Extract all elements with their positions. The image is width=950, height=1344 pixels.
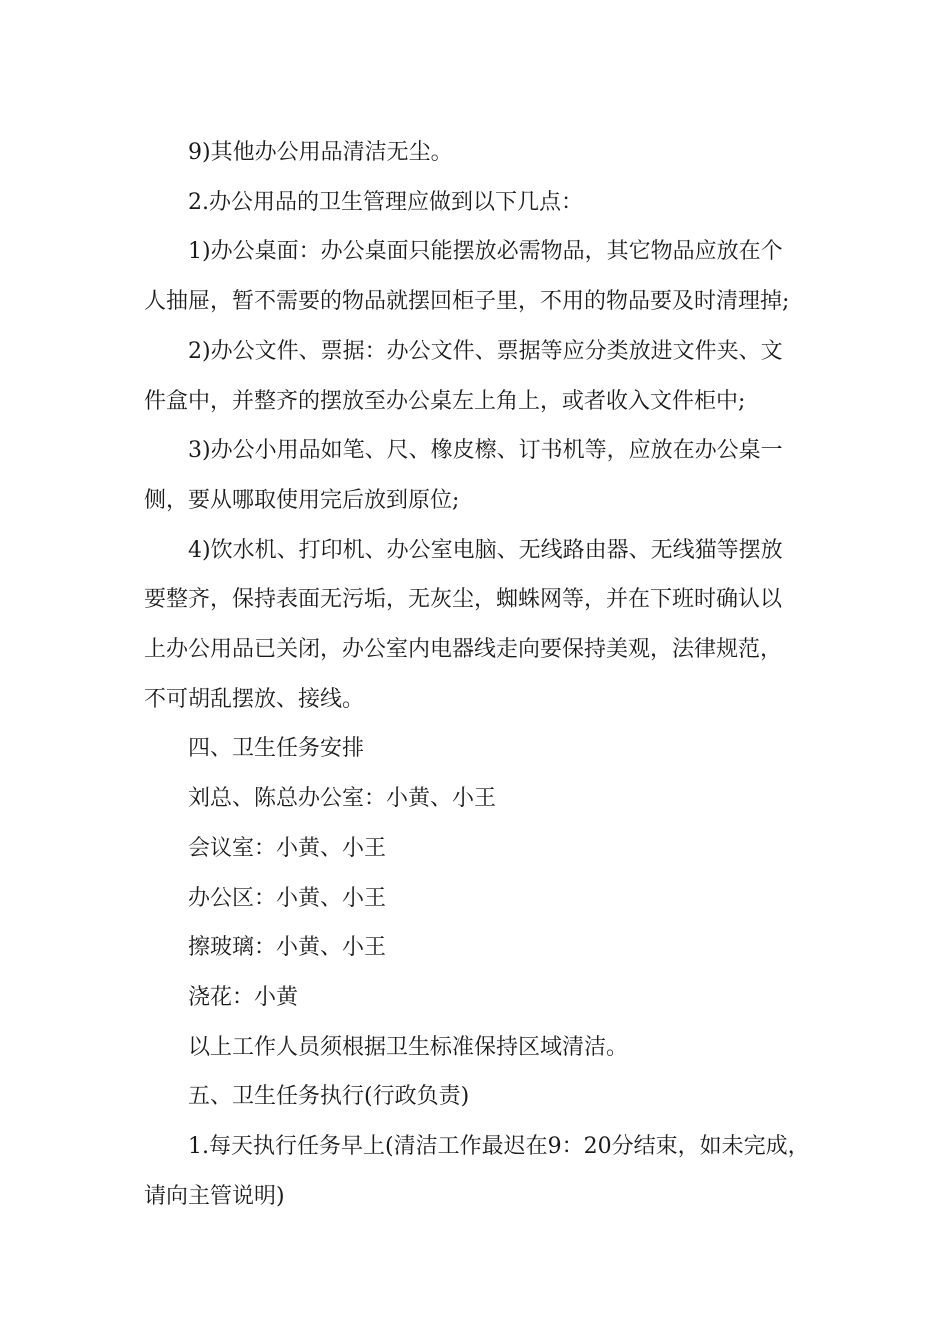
item-2-files-line1: 2)办公文件、票据：办公文件、票据等应分类放进文件夹、文 <box>188 338 783 364</box>
item-3-small-supplies-line1: 3)办公小用品如笔、尺、橡皮檫、订书机等，应放在办公桌一 <box>188 438 783 464</box>
assignment-office-area: 办公区：小黄、小王 <box>188 885 387 911</box>
execution-item-1-line2: 请向主管说明) <box>144 1183 285 1209</box>
assignment-windows: 擦玻璃：小黄、小王 <box>188 935 387 961</box>
assignment-watering-plants: 浇花：小黄 <box>188 984 299 1010</box>
item-9-other-supplies: 9)其他办公用品清洁无尘。 <box>188 140 453 165</box>
section-2-heading: 2.办公用品的卫生管理应做到以下几点： <box>188 189 583 215</box>
section-five-heading: 五、卫生任务执行(行政负责) <box>188 1084 470 1110</box>
item-4-equipment-line4: 不可胡乱摆放、接线。 <box>144 686 365 712</box>
document-body <box>144 128 814 1221</box>
item-2-files-line2: 件盒中，并整齐的摆放至办公桌左上角上，或者收入文件柜中; <box>144 388 746 414</box>
item-4-equipment-line1: 4)饮水机、打印机、办公室电脑、无线路由器、无线猫等摆放 <box>188 537 783 563</box>
section-four-heading: 四、卫生任务安排 <box>188 736 365 762</box>
item-3-small-supplies-line2: 侧，要从哪取使用完后放到原位; <box>144 487 460 513</box>
assignment-executive-offices: 刘总、陈总办公室：小黄、小王 <box>188 786 497 812</box>
assignment-meeting-room: 会议室：小黄、小王 <box>188 835 387 861</box>
item-1-desk-line1: 1)办公桌面：办公桌面只能摆放必需物品，其它物品应放在个 <box>188 239 783 265</box>
execution-item-1-line1: 1.每天执行任务早上(清洁工作最迟在9：20分结束，如未完成， <box>188 1134 810 1160</box>
item-1-desk-line2: 人抽屉，暂不需要的物品就摆回柜子里，不用的物品要及时清理掉; <box>144 289 790 315</box>
assignment-note: 以上工作人员须根据卫生标准保持区域清洁。 <box>188 1034 629 1060</box>
item-4-equipment-line3: 上办公用品已关闭，办公室内电器线走向要保持美观，法律规范， <box>144 637 783 663</box>
item-4-equipment-line2: 要整齐，保持表面无污垢，无灰尘，蜘蛛网等，并在下班时确认以 <box>144 587 783 613</box>
